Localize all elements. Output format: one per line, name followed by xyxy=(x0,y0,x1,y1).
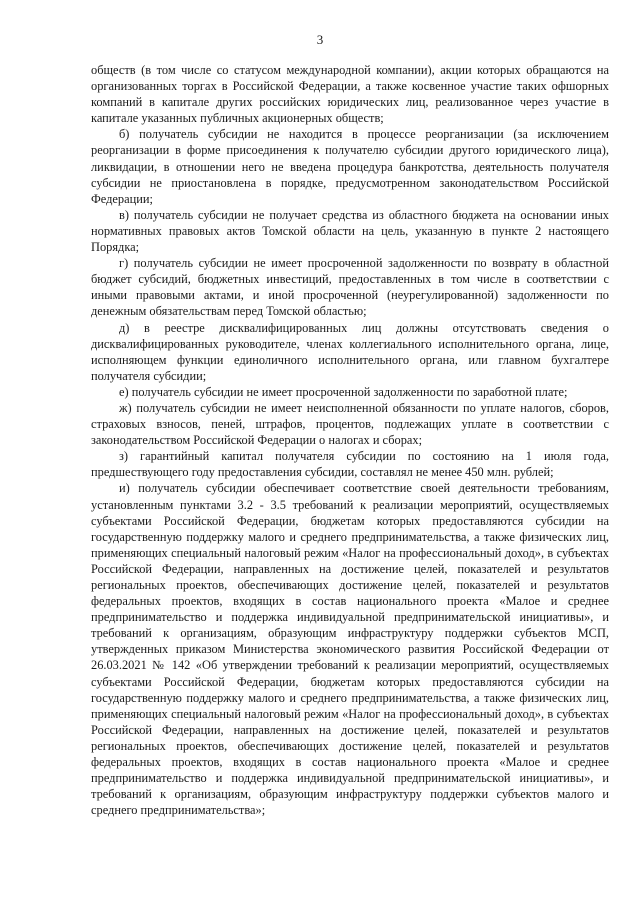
paragraph-item-v: в) получатель субсидии не получает средства из областного бюджета на основании иных нормативных правовых актов Томской области на цель, указанную в пункте 2 настоящего Порядка; xyxy=(91,207,609,255)
paragraph-item-zh: ж) получатель субсидии не имеет неисполненной обязанности по уплате налогов, сборов, страховых взносов, пеней, штрафов, процентов, подлежащих уплате в соответствии с законодательством Российской Федерации о налогах и сборах; xyxy=(91,400,609,448)
paragraph-item-g: г) получатель субсидии не имеет просроченной задолженности по возврату в областной бюджет субсидий, бюджетных инвестиций, предоставленных в том числе в соответствии с иными правовыми актами, и иной просроченной (неурегулированной) задолженности по денежным обязательствам перед Томской областью; xyxy=(91,256,609,319)
paragraph-item-d: д) в реестре дисквалифицированных лиц должны отсутствовать сведения о дисквалифицированных руководителе, членах коллегиального исполнительного органа, лице, исполняющем функции единоличного исполнительного органа, или главном бухгалтере получателя субсидии; xyxy=(91,320,609,383)
page-number: 3 xyxy=(316,32,324,47)
paragraph-continuation: обществ (в том числе со статусом международной компании), акции которых обращаются на организованных торгах в Российской Федерации, а также косвенное участие таких офшорных компаний в капитале других российских юридических лиц, реализованное через участие в капитале указанных публичных акционерных обществ; xyxy=(91,63,609,126)
paragraph-item-e: е) получатель субсидии не имеет просроченной задолженности по заработной плате; xyxy=(119,384,568,399)
paragraph-item-i: и) получатель субсидии обеспечивает соответствие своей деятельности требованиям, установленным пунктами 3.2 - 3.5 требований к реализации мероприятий, осуществляемых субъектами Российской Федерации, бюджетам которых предоставляются субсидии на государственную поддержку малого и среднего предпринимательства, а также физических лиц, применяющих специальный налоговый режим «Налог на профессиональный доход», в субъектах Российской Федерации, направленных на достижение целей, показателей и результатов региональных проектов, обеспечивающих достижение целей, показателей и результатов федеральных проектов, входящих в состав национального проекта «Малое и среднее предпринимательство и поддержка индивидуальной предпринимательской инициативы», и требований к организациям, образующим инфраструктуру поддержки субъектов МСП, утвержденных приказом Министерства экономического развития Российской Федерации от 26.03.2021 № 142 «Об утверждении требований к реализации мероприятий, осуществляемых субъектами Российской Федерации, бюджетам которых предоставляются субсидии на государственную поддержку малого и среднего предпринимательства, а также физических лиц, применяющих специальный налоговый режим «Налог на профессиональный доход», в субъектах Российской Федерации, направленных на достижение целей, показателей и результатов региональных проектов, обеспечивающих достижение целей, показателей и результатов федеральных проектов, входящих в состав национального проекта «Малое и среднее предпринимательство и поддержка индивидуальной предпринимательской инициативы», и требований к организациям, образующим инфраструктуру поддержки субъектов малого и среднего предпринимательства»; xyxy=(91,481,609,818)
paragraph-item-z: з) гарантийный капитал получателя субсидии по состоянию на 1 июля года, предшествующего году предоставления субсидии, составлял не менее 450 млн. рублей; xyxy=(91,449,609,480)
paragraph-item-b: б) получатель субсидии не находится в процессе реорганизации (за исключением реорганизации в форме присоединения к получателю субсидии другого юридического лица), ликвидации, в отношении него не введена процедура банкротства, деятельность получателя субсидии не приостановлена в порядке, предусмотренном законодательством Российской Федерации; xyxy=(91,127,609,206)
document-body xyxy=(91,62,609,818)
